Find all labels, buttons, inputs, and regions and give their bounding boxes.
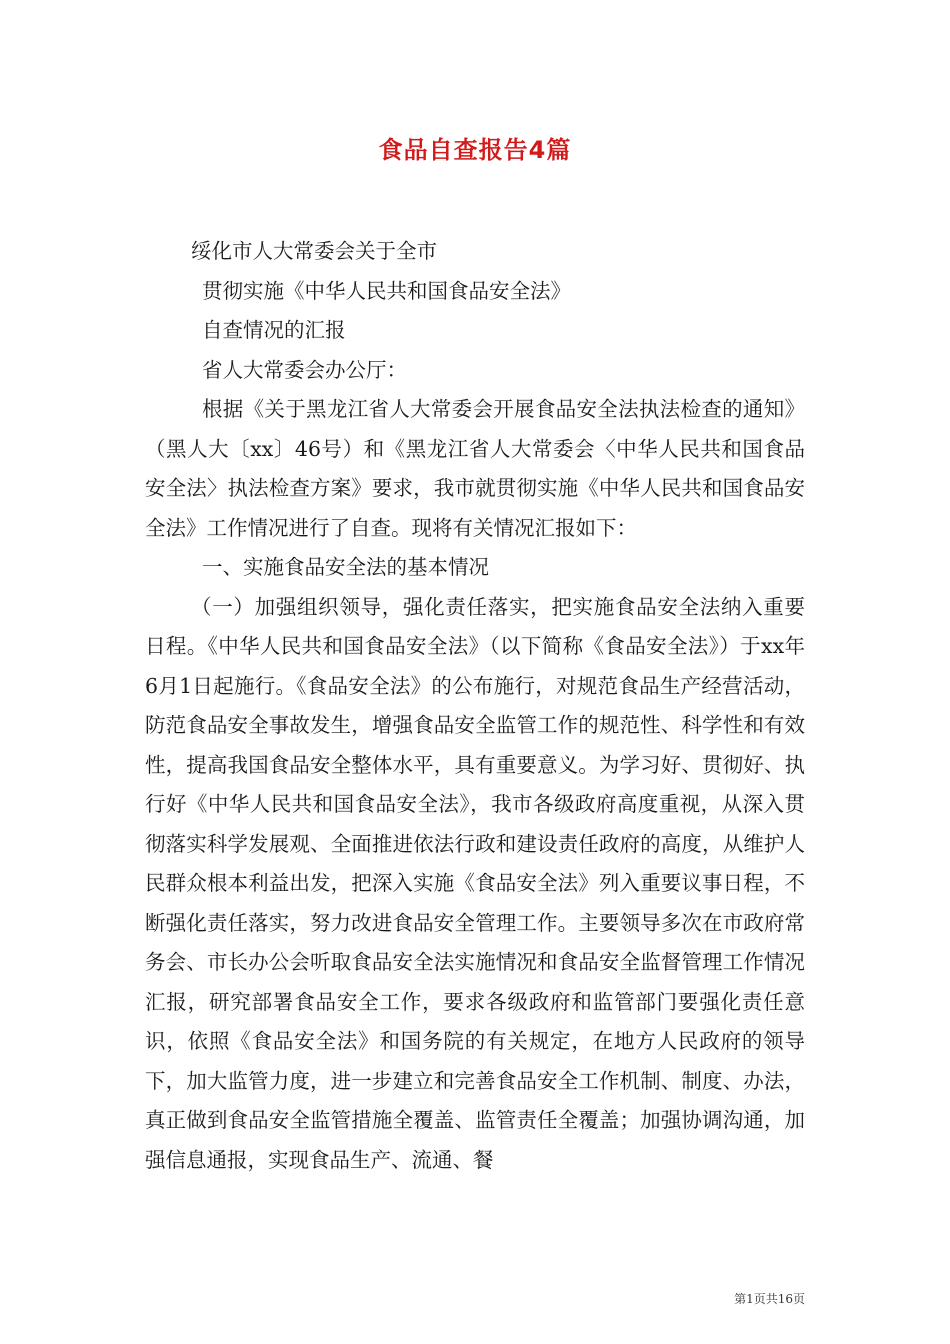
salutation: 省人大常委会办公厅： <box>202 357 407 382</box>
section-heading: 一、实施食品安全法的基本情况 <box>202 555 489 579</box>
heading-line-3: 自查情况的汇报 <box>202 318 346 342</box>
paragraph-section-1: （一）加强组织领导，强化责任落实，把实施食品安全法纳入重要日程。《中华人民共和国食品安全法》（以下简称《食品安全法》）于xx年6月1日起施行。《食品安全法》的公布施行，对规范食品生产经营活动，防范食品安全事故发生，增强食品安全监管工作的规范性、科学性和有效性，提高我国食品安全整体水平，具有重要意义。为学习好、贯彻好、执行好《中华人民共和国食品安全法》，我市各级政府高度重视，从深入贯彻落实科学发展观、全面推进依法行政和建设责任政府的高度，从维护人民群众根本利益出发，把深入实施《食品安全法》列入重要议事日程，不断强化责任落实，努力改进食品安全管理工作。主要领导多次在市政府常务会、市长办公会听取食品安全法实施情况和食品安全监督管理工作情况汇报，研究部署食品安全工作，要求各级政府和监管部门要强化责任意识，依照《食品安全法》和国务院的有关规定，在地方人民政府的领导下，加大监管力度，进一步建立和完善食品安全工作机制、制度、办法，真正做到食品安全监管措施全覆盖、监管责任全覆盖；加强协调沟通，加强信息通报，实现食品生产、流通、餐 <box>145 594 805 1172</box>
document-title: 食品自查报告4篇 <box>378 136 572 164</box>
document-body <box>145 232 805 1180</box>
heading-line-1: 绥化市人大常委会关于全市 <box>191 239 437 263</box>
paragraph-intro: 根据《关于黑龙江省人大常委会开展食品安全法执法检查的通知》（黑人大〔xx〕46号）和《黑龙江省人大常委会〈中华人民共和国食品安全法〉执法检查方案》要求，我市就贯彻实施《中华人民共和国食品安全法》工作情况进行了自查。现将有关情况汇报如下： <box>145 397 805 540</box>
page-number: 第1页共16页 <box>734 1292 805 1306</box>
heading-line-2: 贯彻实施《中华人民共和国食品安全法》 <box>202 278 571 303</box>
